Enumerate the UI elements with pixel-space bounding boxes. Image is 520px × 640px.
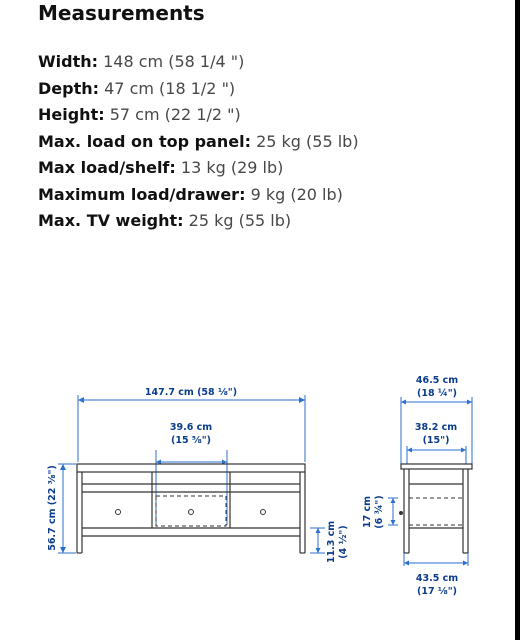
spec-max-load-shelf [38,155,359,182]
spec-max-tv-weight [38,208,359,235]
spec-label: Max. load on top panel: [38,131,251,151]
spec-value: 25 kg (55 lb) [188,211,292,230]
drawer-height-dimension [362,495,398,528]
leg-height-dimension [310,521,349,563]
tv-bench-side [399,464,472,553]
spec-max-load-drawer [38,182,359,209]
screen-edge [515,0,520,640]
spec-label: Width: [38,52,99,71]
height-dimension [47,464,76,553]
depth-inner-dimension [407,422,466,464]
spec-value: 25 kg (55 lb) [256,131,359,151]
leg-height-inches: (4 ½") [338,525,349,559]
spec-value: 148 cm (58 1/4 ") [103,52,245,71]
spec-depth [38,76,359,103]
spec-label: Max. TV weight: [38,211,184,230]
depth-inner-label: 38.2 cm [414,422,458,433]
spec-height [38,102,359,129]
tv-bench-front [77,464,305,553]
drawer-height-label: 17 cm [362,495,373,529]
spec-label: Max load/shelf: [38,158,176,177]
spec-value: 13 kg (29 lb) [180,158,284,177]
spec-max-load-top [38,129,359,156]
depth-top-inches: (18 ¼") [417,388,457,399]
section-title: Measurements [38,1,205,25]
depth-base-label: 43.5 cm [415,573,459,584]
height-label: 56.7 cm (22 ⅜") [47,465,58,551]
dimension-drawing [0,360,515,610]
depth-base-inches: (17 ⅛") [417,586,457,597]
drawer-width-label: 39.6 cm [169,422,213,433]
depth-inner-inches: (15") [422,435,450,446]
spec-value: 47 cm (18 1/2 ") [104,78,236,98]
measurements-list [38,49,359,235]
drawer-width-inches: (15 ⅝") [171,435,211,446]
spec-value: 9 kg (20 lb) [250,184,343,204]
spec-label: Maximum load/drawer: [38,184,246,204]
overall-width-label: 147.7 cm (58 ⅛") [144,387,238,398]
leg-height-label: 11.3 cm [326,520,337,564]
depth-base-dimension [404,553,468,597]
spec-width [38,49,359,76]
spec-label: Depth: [38,78,100,98]
spec-label: Height: [38,105,105,124]
spec-value: 57 cm (22 1/2 ") [109,105,241,124]
depth-top-label: 46.5 cm [415,375,459,386]
drawer-height-inches: (6 ¾") [374,495,385,529]
